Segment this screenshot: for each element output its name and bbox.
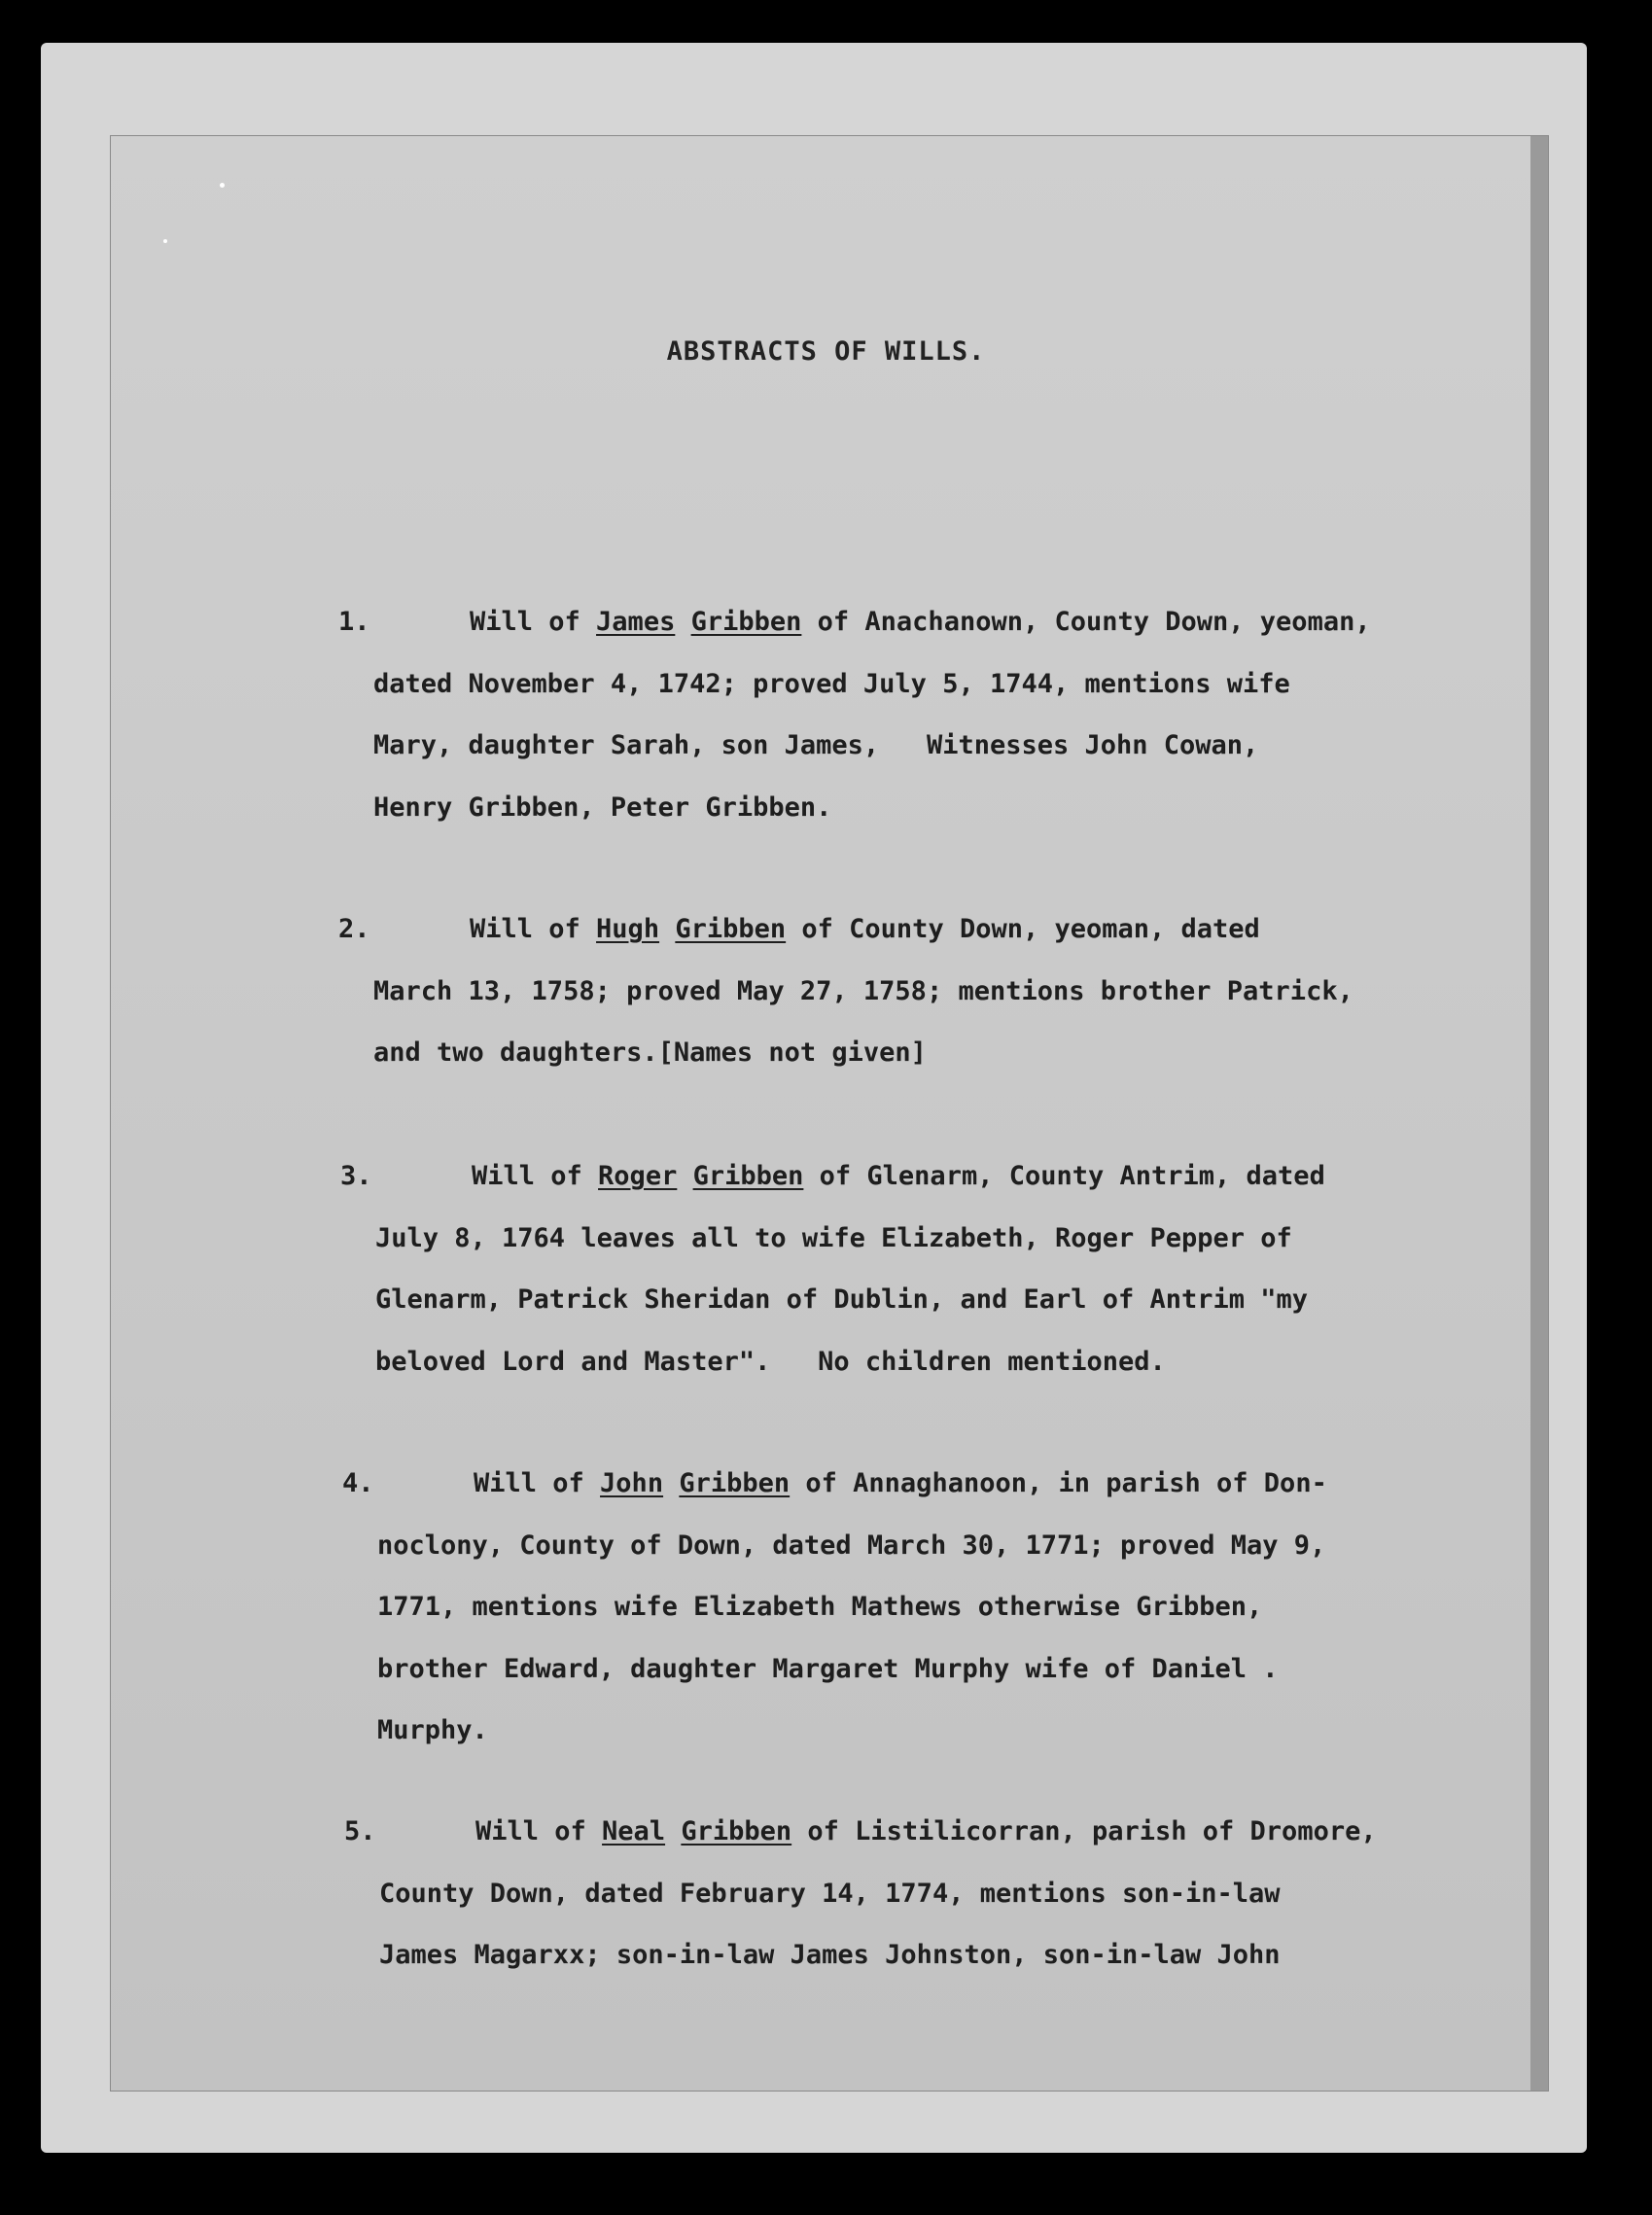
entry-line: beloved Lord and Master". No children mentioned. — [375, 1346, 1166, 1377]
entry-line: James Magarxx; son-in-law James Johnston, son-in-law John — [379, 1940, 1281, 1970]
surname: Gribben — [675, 914, 787, 944]
entry-number: 3. — [340, 1161, 372, 1191]
entry-line: dated November 4, 1742; proved July 5, 1744, mentions wife — [373, 668, 1290, 699]
entry-line: July 8, 1764 leaves all to wife Elizabeth, Roger Pepper of — [375, 1222, 1292, 1253]
entry-line: noclony, County of Down, dated March 30, 1771; proved May 9, — [377, 1529, 1326, 1561]
entry-line: Glenarm, Patrick Sheridan of Dublin, and Earl of Antrim "my — [375, 1284, 1309, 1315]
surname: Gribben — [692, 1161, 804, 1191]
entry-number: 2. — [338, 914, 370, 944]
given-name: Roger — [598, 1161, 678, 1191]
entry-line: and two daughters.[Names not given] — [373, 1037, 927, 1068]
entry-number: 4. — [342, 1468, 374, 1498]
entry-line: March 13, 1758; proved May 27, 1758; mentions brother Patrick, — [373, 975, 1353, 1006]
dust-speck — [220, 183, 225, 188]
entry-number: 5. — [344, 1816, 376, 1846]
entry-line: Will of Neal Gribben of Listilicorran, parish of Dromore, — [475, 1816, 1377, 1846]
surname: Gribben — [690, 607, 802, 637]
given-name: James — [596, 607, 676, 637]
entry-line: Mary, daughter Sarah, son James, Witnesses John Cowan, — [373, 730, 1259, 760]
will-entry-1 — [338, 591, 1476, 838]
surname: Gribben — [679, 1468, 791, 1498]
entry-line: Murphy. — [377, 1715, 488, 1745]
entry-line: brother Edward, daughter Margaret Murphy wife of Daniel . — [377, 1653, 1279, 1684]
entry-line: Will of John Gribben of Annaghanoon, in parish of Don- — [474, 1468, 1327, 1498]
entry-line: County Down, dated February 14, 1774, mentions son-in-law — [379, 1878, 1281, 1909]
entry-number: 1. — [338, 607, 370, 637]
will-entry-4 — [342, 1453, 1480, 1762]
given-name: John — [600, 1468, 664, 1498]
entry-line: Will of James Gribben of Anachanown, County Down, yeoman, — [470, 607, 1371, 637]
will-entry-3 — [340, 1145, 1478, 1392]
given-name: Neal — [602, 1816, 666, 1846]
entry-line: Will of Hugh Gribben of County Down, yeoman, dated — [470, 914, 1260, 944]
typed-page — [111, 136, 1548, 2091]
dust-speck — [163, 239, 167, 243]
will-entry-5 — [344, 1801, 1482, 1986]
given-name: Hugh — [596, 914, 660, 944]
entry-line: Will of Roger Gribben of Glenarm, County Antrim, dated — [472, 1161, 1325, 1191]
surname: Gribben — [681, 1816, 792, 1846]
entry-line: Henry Gribben, Peter Gribben. — [373, 791, 832, 823]
entry-line: 1771, mentions wife Elizabeth Mathews otherwise Gribben, — [377, 1592, 1263, 1622]
page-title: ABSTRACTS OF WILLS. — [666, 336, 986, 367]
will-entry-2 — [338, 898, 1476, 1084]
